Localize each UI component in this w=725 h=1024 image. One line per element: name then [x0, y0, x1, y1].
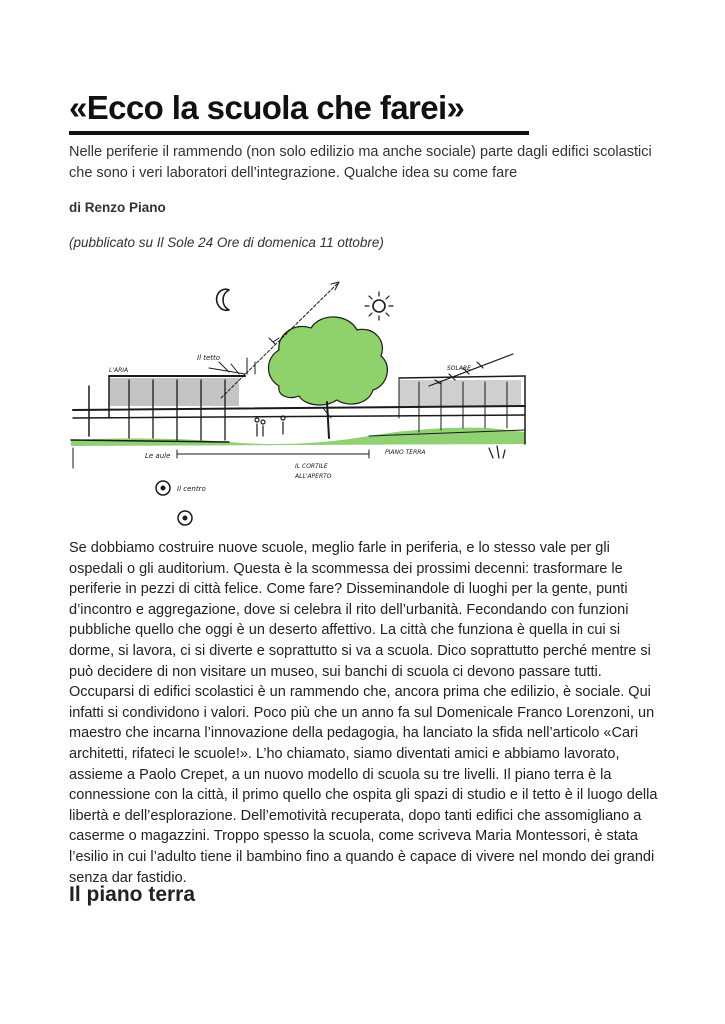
sketch-label-tetto: Il tetto: [197, 354, 221, 362]
tree-canopy: [269, 317, 388, 405]
section-heading: Il piano terra: [69, 883, 196, 906]
sketch-label-all-aperto: ALL'APERTO: [295, 473, 332, 480]
article-author: di Renzo Piano: [69, 200, 166, 215]
ground-green: [71, 428, 525, 446]
sketch-label-piano-terra: PIANO TERRA: [385, 449, 426, 456]
sketch-label-cortile: IL CORTILE: [295, 463, 328, 470]
glass-band-right: [399, 380, 521, 406]
moon-icon: [217, 289, 229, 310]
target-symbol-lower: [178, 511, 192, 525]
article-title: «Ecco la scuola che farei»: [69, 88, 529, 135]
sketch-label-aule: Le aule: [145, 452, 171, 460]
target-symbol-upper: [156, 481, 170, 495]
sketch-label-centro: Il centro: [177, 485, 206, 493]
article-body: Se dobbiamo costruire nuove scuole, meglio farle in periferia, e lo stesso vale per gli ospedali o gli auditorium. Questa è la scommessa dei prossimi decenni: trasformare le periferie in pezzi di città felice. Come fare? Disseminandole di luoghi per la gente, punti d’incontro e aggregazione, dove si celebra il rito dell’urbanità. Fecondando con funzioni pubbliche quello che oggi è un deserto affettivo. La città che funziona è quella in cui si dorme, si lavora, ci si diverte e soprattutto si va a scuola. Dico soprattutto perché mentre si può decidere di non visitare un museo, sui banchi di scuola ci devono passare tutti. Occuparsi di edifici scolastici è un rammendo che, ancora prima che edilizio, è sociale. Qui infatti si condividono i valori. Poco più che un anno fa sul Domenicale Franco Lorenzoni, un maestro che incarna l’innovazione della pedagogia, ha lanciato la sfida nell’articolo «Cari architetti, rifateci le scuole!». L’ho chiamato, siamo diventati amici e abbiamo lavorato, assieme a Paolo Crepet, a un nuovo modello di scuola su tre livelli. Il piano terra è la connessione con la città, il primo quello che ospita gli spazi di studio e il tetto è il luogo della libertà e dell’esplorazione. Dell’emotività recuperata, dopo tanti edifici che assomigliano a caserme o magazzini. Troppo spesso la scuola, come scriveva Maria Montessori, è stata l’esilio in cui l’adulto tiene il bambino fino a quando è capace di vivere nel mondo dei grandi senza dar fastidio.: [69, 540, 658, 886]
sketch-label-aria: L'ARIA: [109, 367, 129, 374]
article-subtitle: Nelle periferie il rammendo (non solo edilizio ma anche sociale) parte dagli edifici scolastici che sono i veri laboratori dell’integrazione. Qualche idea su come fare: [69, 144, 652, 181]
sketch-label-solare: SOLARE: [447, 365, 471, 372]
publication-note: (pubblicato su Il Sole 24 Ore di domenica 11 ottobre): [69, 235, 384, 250]
school-section-sketch: [69, 268, 529, 534]
sun-icon: [365, 292, 393, 320]
